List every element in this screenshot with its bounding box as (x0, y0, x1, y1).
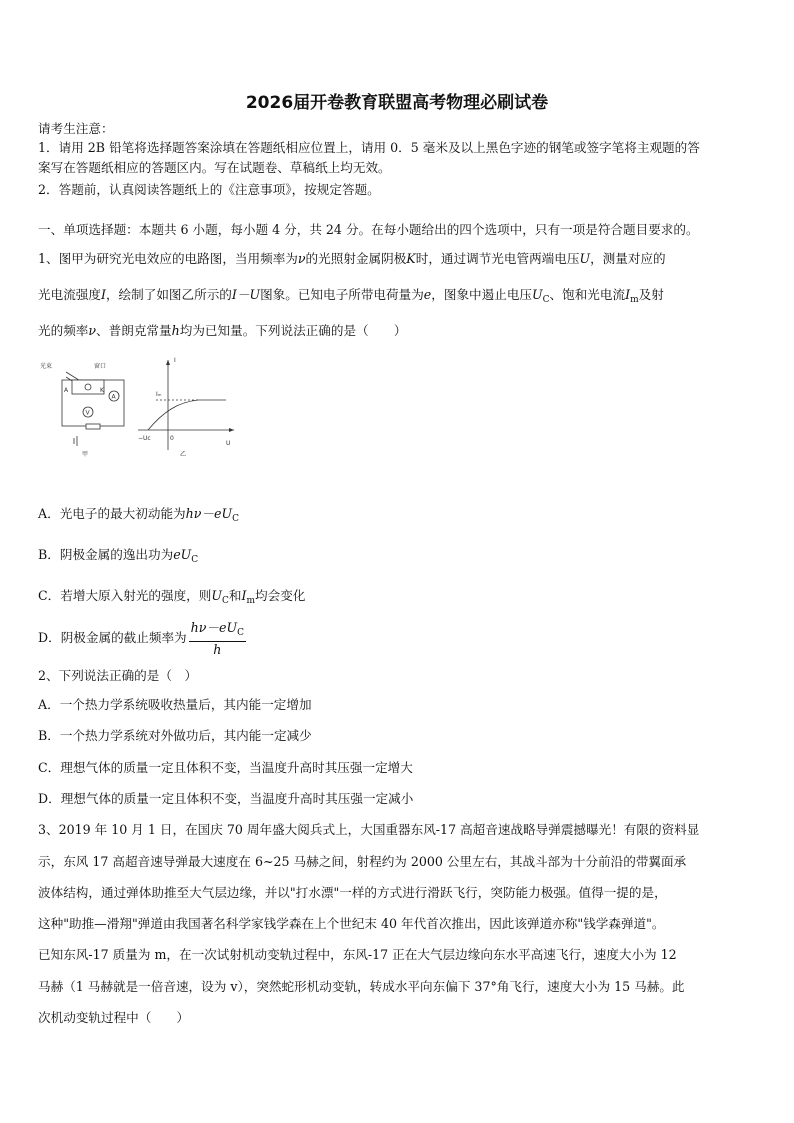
q3-line-7: 次机动变轨过程中（ ） (38, 1010, 190, 1025)
q1-option-b[interactable]: B．阴极金属的逸出功为$eU_C$ (38, 547, 199, 565)
rheostat-icon (86, 424, 100, 429)
q2-option-a[interactable]: A．一个热力学系统吸收热量后，其内能一定增加 (38, 697, 312, 712)
q1-option-a[interactable]: A．光电子的最大初动能为$h\nu-eU_C$ (38, 506, 239, 524)
light-label: 光束 (40, 363, 53, 370)
notice-heading: 请考生注意： (38, 121, 114, 136)
iu-curve (148, 400, 226, 430)
d-fraction: $\frac{h\nu-eU_C}{h}$ (190, 620, 244, 657)
origin-label: 0 (170, 435, 174, 442)
q1-line-1: 1、图甲为研究光电效应的电路图，当用频率为ν的光照射金属阴极K时，通过调节光电管两端电压U，测量对应的 (38, 251, 666, 266)
notice-line-1b: 案写在答题纸相应的答题区内。写在试题卷、草稿纸上均无效。 (38, 160, 391, 175)
axis-u-label: U (226, 440, 231, 447)
q1-line-3: 光的频率ν、普朗克常量h均为已知量。下列说法正确的是（ ） (38, 323, 407, 338)
ammeter-label: A (111, 393, 116, 401)
q1-option-c[interactable]: C．若增大原入射光的强度，则$U_C$和$I_m$均会变化 (38, 588, 306, 606)
q3-line-4: 这种"助推—滑翔"弹道由我国著名科学家钱学森在上个世纪末 40 年代首次推出，因此该弹道亦称"钱学森弹道"。 (38, 916, 665, 931)
q1-line-2: 光电流强度I，绘制了如图乙所示的I－U图象。已知电子所带电荷量为e，图象中遏止电压$U_C$、饱和光电流$I_m$及射 (38, 287, 664, 305)
axis-i-label: I (174, 357, 176, 364)
q3-line-6: 马赫（1 马赫就是一倍音速，设为 v），突然蛇形机动变轨，转成水平向东偏下 37°角飞行，速度大小为 15 马赫。此 (38, 979, 685, 994)
q1-option-d[interactable]: D．阴极金属的截止频率为 $\frac{h\nu-eU_C}{h}$ (38, 620, 244, 657)
q2-option-d[interactable]: D．理想气体的质量一定且体积不变，当温度升高时其压强一定减小 (38, 791, 414, 806)
section-heading: 一、单项选择题：本题共 6 小题，每小题 4 分，共 24 分。在每小题给出的四个选项中，只有一项是符合题目要求的。 (38, 222, 699, 237)
window-label: 窗口 (94, 363, 107, 370)
q1-figure (38, 352, 248, 458)
notice-line-2: 2．答题前，认真阅读答题纸上的《注意事项》，按规定答题。 (38, 182, 380, 197)
q3-line-1: 3、2019 年 10 月 1 日，在国庆 70 周年盛大阅兵式上，大国重器东风-17 高超音速战略导弹震撼曝光！有限的资料显 (38, 822, 700, 837)
q2-stem: 2、下列说法正确的是（ ） (38, 668, 198, 683)
notice-line-1: 1．请用 2B 铅笔将选择题答案涂填在答题纸相应位置上，请用 0．5 毫米及以上黑色字迹的钢笔或签字笔将主观题的答 (38, 140, 700, 155)
q3-line-5: 已知东风-17 质量为 m，在一次试射机动变轨过程中，东风-17 正在大气层边缘向东水平高速飞行，速度大小为 12 (38, 947, 677, 962)
q3-line-2: 示，东风 17 高超音速导弹最大速度在 6~25 马赫之间，射程约为 2000 公里左右，其战斗部为十分前沿的带翼面承 (38, 854, 687, 869)
label-jia: 甲 (82, 451, 89, 458)
q2-option-c[interactable]: C．理想气体的质量一定且体积不变，当温度升高时其压强一定增大 (38, 760, 413, 775)
terminal-a: A (64, 387, 69, 394)
neg-uc-label: −Uc (138, 435, 151, 442)
voltmeter-label: V (85, 409, 90, 417)
label-yi: 乙 (180, 451, 187, 458)
im-label: Iₘ (156, 391, 162, 398)
terminal-k: K (100, 387, 104, 394)
q3-line-3: 波体结构，通过弹体助推至大气层边缘，并以"打水漂"一样的方式进行滑跃飞行，突防能力极强。值得一提的是， (38, 885, 667, 900)
q2-option-b[interactable]: B．一个热力学系统对外做功后，其内能一定减少 (38, 728, 312, 743)
page-title: 2026届开卷教育联盟高考物理必刷试卷 (245, 93, 549, 113)
